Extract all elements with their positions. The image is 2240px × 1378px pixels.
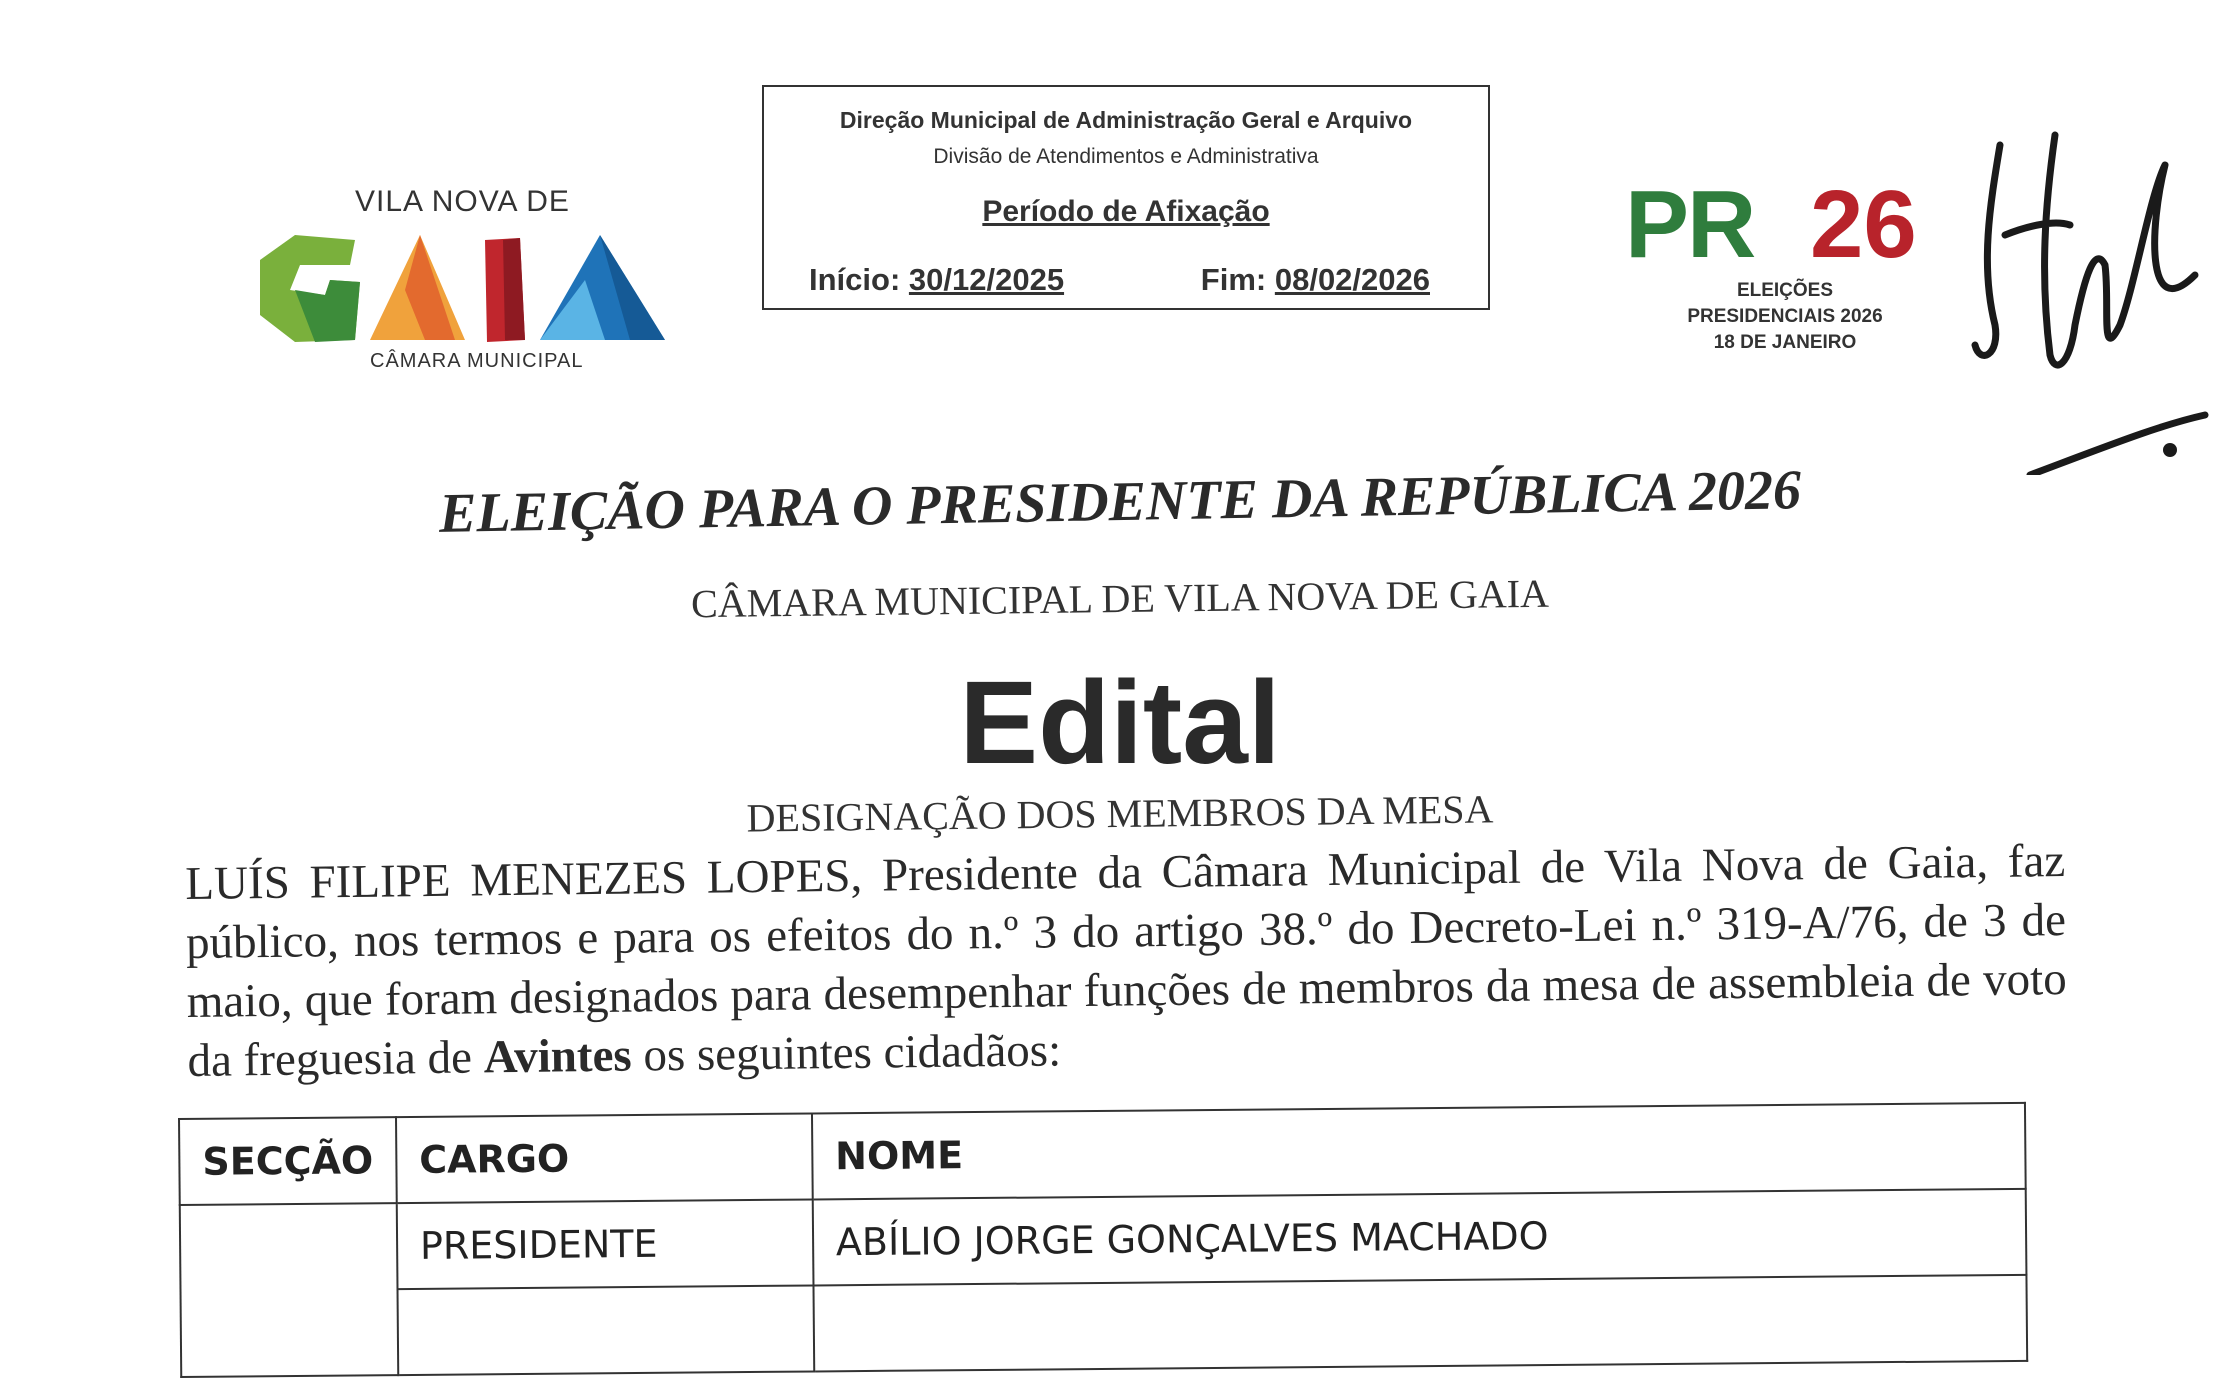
table-row-partial — [181, 1275, 2028, 1377]
notice-body-text — [185, 832, 2068, 1091]
parish-name: Avintes — [483, 1029, 632, 1084]
gaia-logo — [255, 185, 725, 385]
cell-nome-empty — [813, 1275, 2027, 1372]
pr-number: 26 — [1810, 171, 1917, 278]
header-cargo: CARGO — [396, 1113, 813, 1203]
posting-period-title: Período de Afixação — [982, 195, 1270, 228]
header-seccao: SECÇÃO — [179, 1117, 397, 1205]
pr26-logo — [1625, 170, 1950, 370]
header-nome: NOME — [812, 1103, 2026, 1200]
document-type-heading: Edital — [959, 657, 1281, 789]
table-row — [180, 1189, 2027, 1291]
cell-cargo: PRESIDENTE — [397, 1199, 814, 1289]
handwritten-signature — [1960, 125, 2220, 475]
table-header-row — [179, 1103, 2026, 1205]
pr-subtitle — [1670, 278, 1900, 356]
organization-name: CÂMARA MUNICIPAL DE VILA NOVA DE GAIA — [690, 570, 1550, 627]
members-table — [178, 1102, 2028, 1378]
pr-subtitle-line1: ELEIÇÕES — [1736, 280, 1834, 301]
body-part2: os seguintes cidadãos: — [631, 1024, 1062, 1082]
body-part1: LUÍS FILIPE MENEZES LOPES, Presidente da Câmara Municipal de Vila Nova de Gaia, faz público, nos termos e para os efeitos do n.º 3 do artigo 38.º do Decreto-Lei n.º 319-A/76, de 3 de maio, que foram designados para desempenhar funções de membros da mesa de assembleia de voto da freguesia de — [185, 835, 2067, 1087]
posting-period-box — [762, 85, 1490, 310]
pr-subtitle-line2: PRESIDENCIAIS 2026 — [1687, 306, 1883, 327]
cell-seccao — [180, 1203, 398, 1377]
end-label: Fim: — [1200, 262, 1267, 297]
gaia-wordmark-graphic — [255, 230, 725, 350]
start-date-row — [809, 262, 1064, 298]
cell-nome: ABÍLIO JORGE GONÇALVES MACHADO — [813, 1189, 2027, 1286]
pr-letters: PR — [1625, 171, 1755, 278]
election-title: ELEIÇÃO PARA O PRESIDENTE DA REPÚBLICA 2026 — [438, 459, 1802, 545]
logo-bottom-text: CÂMARA MUNICIPAL — [370, 350, 584, 372]
directorate-name: Direção Municipal de Administração Geral e Arquivo — [839, 107, 1413, 133]
division-name: Divisão de Atendimentos e Administrativa — [933, 145, 1319, 168]
pr-subtitle-line3: 18 DE JANEIRO — [1713, 332, 1857, 353]
logo-top-text: VILA NOVA DE — [355, 185, 570, 218]
document-subtitle: DESIGNAÇÃO DOS MEMBROS DA MESA — [746, 786, 1494, 841]
start-label: Início: — [809, 262, 901, 297]
start-date: 30/12/2025 — [908, 262, 1065, 297]
end-date-row — [1201, 262, 1430, 298]
cell-cargo-empty — [397, 1285, 814, 1375]
end-date: 08/02/2026 — [1274, 262, 1430, 297]
